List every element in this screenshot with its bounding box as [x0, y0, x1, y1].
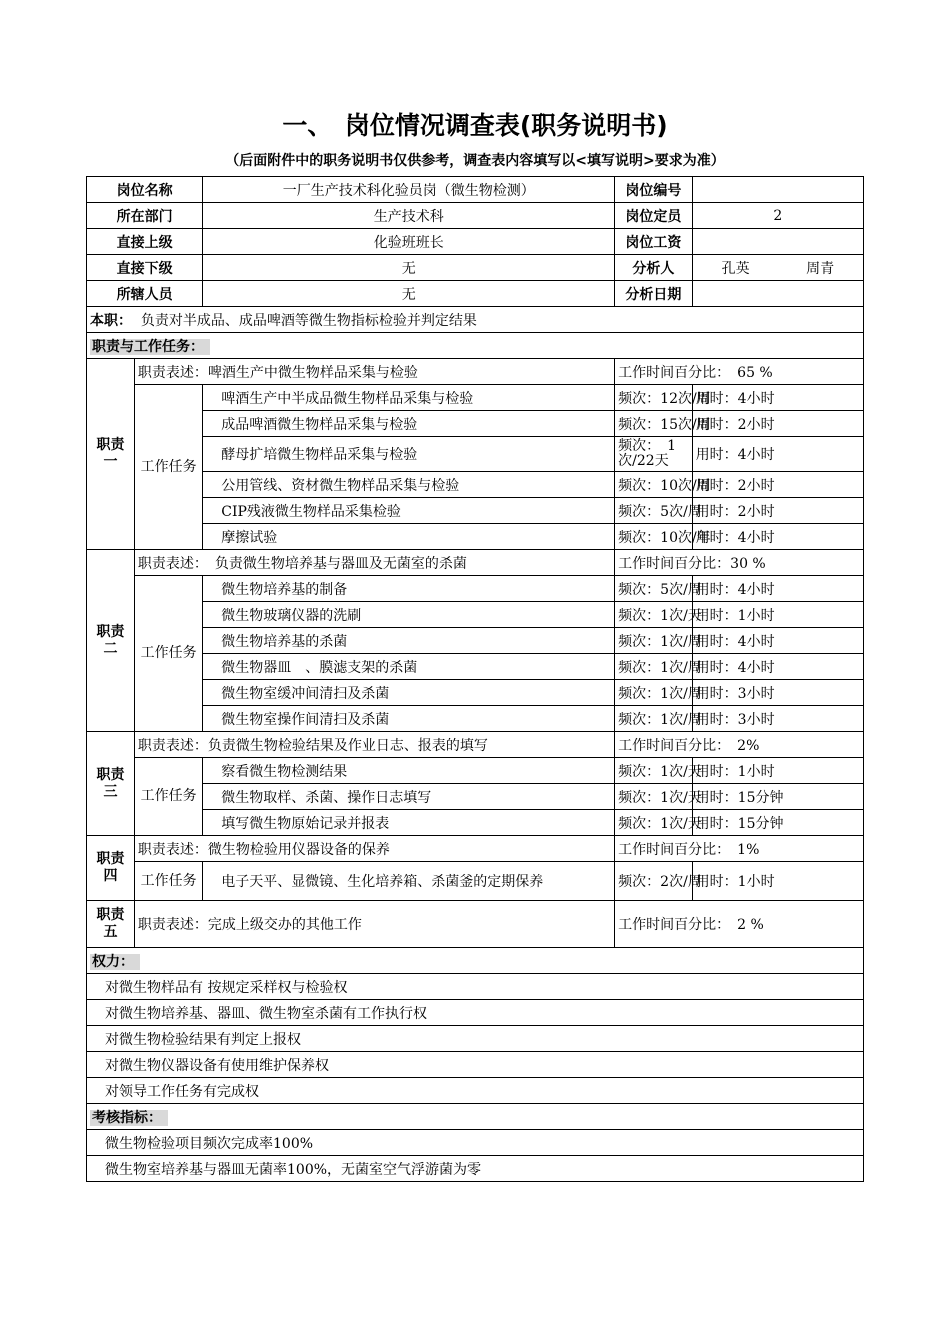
- task-name: 微生物器皿 、膜滤支架的杀菌: [203, 654, 615, 680]
- position-no-label: 岗位编号: [615, 177, 692, 203]
- resp-2-percent: 工作时间百分比：30 %: [615, 550, 864, 576]
- staff-label: 所辖人员: [87, 281, 203, 307]
- analyst-label: 分析人: [615, 255, 692, 281]
- table-row: [87, 524, 864, 550]
- table-row: [87, 472, 864, 498]
- resp-2-desc: 职责表述： 负责微生物培养基与器皿及无菌室的杀菌: [134, 550, 614, 576]
- resp-4-percent: 工作时间百分比： 1%: [615, 836, 864, 862]
- table-row: [87, 810, 864, 836]
- task-time: 用时：15分钟: [692, 784, 863, 810]
- resp-1-desc-row: [87, 359, 864, 385]
- superior-label: 直接上级: [87, 229, 203, 255]
- list-item: [87, 1000, 864, 1026]
- resp-1-label: 职责一: [87, 359, 135, 550]
- task-freq: 频次：10次/周: [615, 472, 692, 498]
- info-row-staff: [87, 281, 864, 307]
- task-name: 微生物取样、杀菌、操作日志填写: [203, 784, 615, 810]
- duty-row: [87, 307, 864, 333]
- task-name: 微生物培养基的杀菌: [203, 628, 615, 654]
- resp-2-desc-row: [87, 550, 864, 576]
- resp-4-task-label: 工作任务: [134, 862, 202, 901]
- info-row-superior: [87, 229, 864, 255]
- resp-4-desc: 职责表述：微生物检验用仪器设备的保养: [134, 836, 614, 862]
- tasks-header-cell: [87, 333, 864, 359]
- wage-value: [692, 229, 863, 255]
- task-time: 用时：4小时: [692, 654, 863, 680]
- date-value: [692, 281, 863, 307]
- table-row: [87, 758, 864, 784]
- page-title: 一、 岗位情况调查表(职务说明书): [282, 111, 668, 140]
- table-row: [87, 784, 864, 810]
- task-freq: 频次：1次/天: [615, 784, 692, 810]
- task-freq: 频次：5次/周: [615, 498, 692, 524]
- powers-header-cell: [87, 948, 864, 974]
- resp-5-percent: 工作时间百分比： 2 %: [615, 901, 864, 948]
- duty-cell: [87, 307, 864, 333]
- power-item: 对微生物培养基、器皿、微生物室杀菌有工作执行权: [87, 1000, 864, 1026]
- task-name: 微生物玻璃仪器的洗刷: [203, 602, 615, 628]
- task-time: 用时：4小时: [692, 576, 863, 602]
- superior-value: 化验班班长: [203, 229, 615, 255]
- position-name-value: 一厂生产技术科化验员岗（微生物检测）: [203, 177, 615, 203]
- list-item: [87, 1026, 864, 1052]
- resp-3-desc-row: [87, 732, 864, 758]
- analyst-value: [692, 255, 863, 281]
- job-description-table: [86, 176, 864, 1182]
- resp-5-label: 职责五: [87, 901, 135, 948]
- task-name: 微生物培养基的制备: [203, 576, 615, 602]
- analyst-2: 周青: [806, 260, 835, 277]
- task-name: CIP残液微生物样品采集检验: [203, 498, 615, 524]
- power-item: 对微生物检验结果有判定上报权: [87, 1026, 864, 1052]
- list-item: [87, 1130, 864, 1156]
- quota-label: 岗位定员: [615, 203, 692, 229]
- info-row-position: [87, 177, 864, 203]
- duty-text: 负责对半成品、成品啤酒等微生物指标检验并判定结果: [140, 312, 477, 329]
- task-freq: 频次：1次/周: [615, 654, 692, 680]
- task-time: 用时：4小时: [692, 385, 863, 411]
- resp-2-label: 职责二: [87, 550, 135, 732]
- dept-value: 生产技术科: [203, 203, 615, 229]
- power-item: 对领导工作任务有完成权: [87, 1078, 864, 1104]
- task-name: 摩擦试验: [203, 524, 615, 550]
- resp-3-task-label: 工作任务: [134, 758, 202, 836]
- list-item: [87, 974, 864, 1000]
- table-row: [87, 411, 864, 437]
- task-time: 用时：3小时: [692, 680, 863, 706]
- table-row: [87, 385, 864, 411]
- task-time: 用时：1小时: [692, 862, 863, 901]
- task-time: 用时：15分钟: [692, 810, 863, 836]
- powers-header: 权力：: [90, 954, 140, 970]
- table-row: [87, 437, 864, 472]
- task-name: 酵母扩培微生物样品采集与检验: [203, 437, 615, 472]
- resp-5-desc: 职责表述：完成上级交办的其他工作: [134, 901, 614, 948]
- task-freq: 频次：5次/周: [615, 576, 692, 602]
- power-item: 对微生物仪器设备有使用维护保养权: [87, 1052, 864, 1078]
- analyst-1: 孔英: [721, 260, 750, 277]
- quota-value: 2: [692, 203, 863, 229]
- resp-3-percent: 工作时间百分比： 2%: [615, 732, 864, 758]
- tasks-header-row: [87, 333, 864, 359]
- kpi-header-cell: [87, 1104, 864, 1130]
- powers-header-row: [87, 948, 864, 974]
- task-freq: 频次：1次/周: [615, 706, 692, 732]
- list-item: [87, 1156, 864, 1182]
- task-time: 用时：4小时: [692, 437, 863, 472]
- task-name: 公用管线、资材微生物样品采集与检验: [203, 472, 615, 498]
- task-name: 填写微生物原始记录并报表: [203, 810, 615, 836]
- wage-label: 岗位工资: [615, 229, 692, 255]
- list-item: [87, 1052, 864, 1078]
- task-freq: 频次：12次/周: [615, 385, 692, 411]
- tasks-header: 职责与工作任务：: [90, 339, 210, 355]
- resp-4-desc-row: [87, 836, 864, 862]
- task-time: 用时：2小时: [692, 498, 863, 524]
- dept-label: 所在部门: [87, 203, 203, 229]
- info-row-subordinate: [87, 255, 864, 281]
- task-name: 啤酒生产中半成品微生物样品采集与检验: [203, 385, 615, 411]
- task-time: 用时：2小时: [692, 472, 863, 498]
- table-row: [87, 576, 864, 602]
- task-freq: 频次：15次/周: [615, 411, 692, 437]
- task-name: 察看微生物检测结果: [203, 758, 615, 784]
- kpi-header-row: [87, 1104, 864, 1130]
- task-freq: 频次：2次/周: [615, 862, 692, 901]
- resp-5-desc-row: [87, 901, 864, 948]
- resp-4-label: 职责四: [87, 836, 135, 901]
- task-name: 电子天平、显微镜、生化培养箱、杀菌釜的定期保养: [203, 862, 615, 901]
- task-freq: 频次：1次/天: [615, 810, 692, 836]
- date-label: 分析日期: [615, 281, 692, 307]
- resp-1-desc: 职责表述：啤酒生产中微生物样品采集与检验: [134, 359, 614, 385]
- task-time: 用时：4小时: [692, 524, 863, 550]
- table-row: [87, 628, 864, 654]
- task-freq: 频次： 1 次/22天: [615, 437, 692, 472]
- task-time: 用时：2小时: [692, 411, 863, 437]
- task-name: 成品啤酒微生物样品采集与检验: [203, 411, 615, 437]
- task-name: 微生物室操作间清扫及杀菌: [203, 706, 615, 732]
- task-freq: 频次：1次/天: [615, 758, 692, 784]
- position-name-label: 岗位名称: [87, 177, 203, 203]
- resp-1-task-label: 工作任务: [134, 385, 202, 550]
- resp-3-label: 职责三: [87, 732, 135, 836]
- task-freq: 频次：10次/年: [615, 524, 692, 550]
- kpi-item: 微生物室培养基与器皿无菌率100%，无菌室空气浮游菌为零: [87, 1156, 864, 1182]
- task-time: 用时：3小时: [692, 706, 863, 732]
- list-item: [87, 1078, 864, 1104]
- resp-1-percent: 工作时间百分比： 65 %: [615, 359, 864, 385]
- resp-3-desc: 职责表述：负责微生物检验结果及作业日志、报表的填写: [134, 732, 614, 758]
- task-time: 用时：1小时: [692, 758, 863, 784]
- table-row: [87, 706, 864, 732]
- task-time: 用时：1小时: [692, 602, 863, 628]
- table-row: [87, 498, 864, 524]
- position-no-value: [692, 177, 863, 203]
- table-row: [87, 654, 864, 680]
- kpi-header: 考核指标：: [90, 1110, 168, 1126]
- info-row-dept: [87, 203, 864, 229]
- task-freq: 频次：1次/天: [615, 602, 692, 628]
- task-freq: 频次：1次/周: [615, 680, 692, 706]
- kpi-item: 微生物检验项目频次完成率100%: [87, 1130, 864, 1156]
- staff-value: 无: [203, 281, 615, 307]
- task-freq: 频次：1次/周: [615, 628, 692, 654]
- resp-2-task-label: 工作任务: [134, 576, 202, 732]
- subordinate-value: 无: [203, 255, 615, 281]
- table-row: [87, 602, 864, 628]
- task-time: 用时：4小时: [692, 628, 863, 654]
- table-row: [87, 680, 864, 706]
- page-subtitle: （后面附件中的职务说明书仅供参考，调查表内容填写以<填写说明>要求为准）: [225, 153, 725, 169]
- power-item: 对微生物样品有 按规定采样权与检验权: [87, 974, 864, 1000]
- duty-label: 本职：: [90, 312, 132, 329]
- task-name: 微生物室缓冲间清扫及杀菌: [203, 680, 615, 706]
- subordinate-label: 直接下级: [87, 255, 203, 281]
- table-row: [87, 862, 864, 901]
